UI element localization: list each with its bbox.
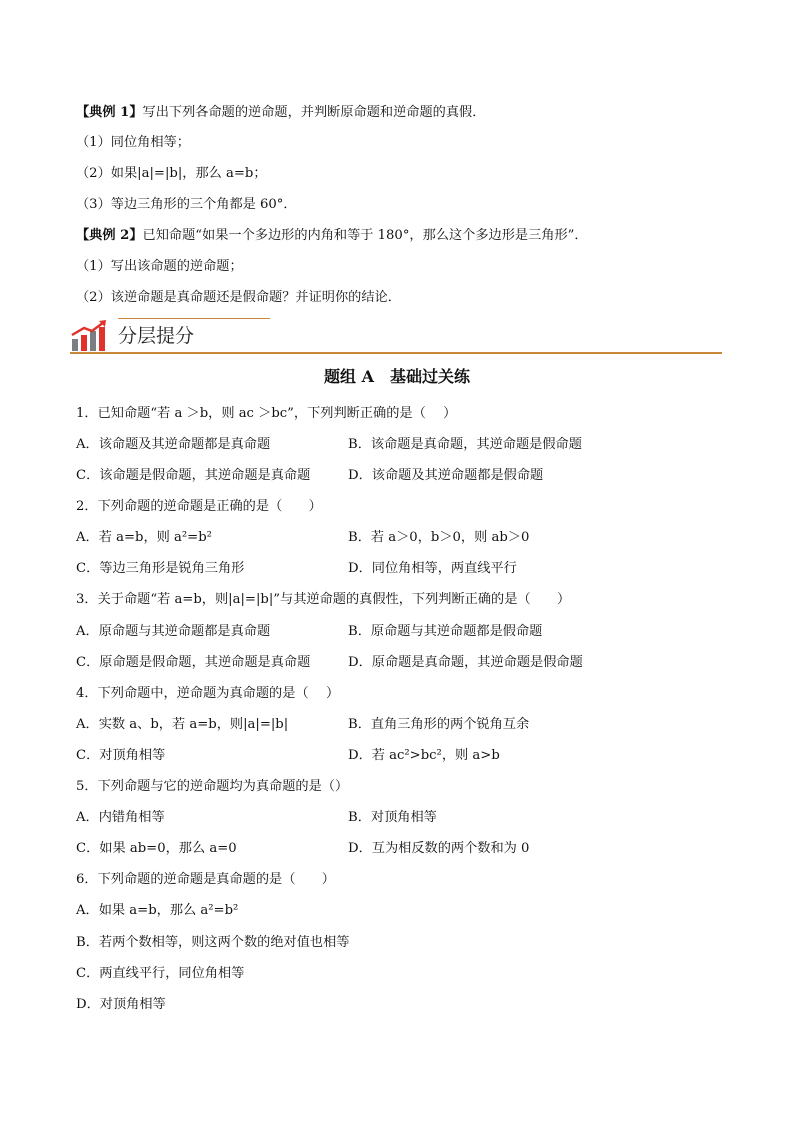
question-1-option-a: A．该命题及其逆命题都是真命题: [76, 437, 271, 452]
question-1-option-b: B．该命题是真命题，其逆命题是假命题: [348, 437, 582, 452]
group-title: 题组 A 基础过关练: [324, 367, 470, 386]
question-3-option-a: A．原命题与其逆命题都是真命题: [76, 624, 271, 639]
rising-bar-chart-icon: [70, 319, 110, 353]
example-2-item-2: （2）该逆命题是真命题还是假命题？并证明你的结论．: [76, 290, 401, 305]
example-1-item-3: （3）等边三角形的三个角都是 60°．: [76, 197, 297, 212]
question-6-option-c: C．两直线平行，同位角相等: [76, 966, 245, 981]
question-3-option-c: C．原命题是假命题，其逆命题是真命题: [76, 655, 311, 670]
example-1-item-2: （2）如果|a|=|b|，那么 a=b；: [76, 166, 267, 181]
question-4-option-c: C．对顶角相等: [76, 748, 166, 763]
question-5-stem: 5．下列命题与它的逆命题均为真命题的是（）: [76, 779, 349, 794]
question-4-option-d: D．若 ac²>bc²，则 a>b: [348, 748, 500, 763]
example-1-item-1: （1）同位角相等；: [76, 135, 190, 150]
question-3-stem: 3．关于命题“若 a=b，则|a|=|b|”与其逆命题的真假性，下列判断正确的是（ ）: [76, 592, 571, 607]
question-2-option-c: C．等边三角形是锐角三角形: [76, 561, 245, 576]
question-5-option-d: D．互为相反数的两个数和为 0: [348, 841, 530, 856]
question-3-option-b: B．原命题与其逆命题都是假命题: [348, 624, 543, 639]
question-6-option-b: B．若两个数相等，则这两个数的绝对值也相等: [76, 935, 350, 950]
question-4-option-a: A．实数 a、b，若 a=b，则|a|=|b|: [76, 717, 289, 732]
question-3-option-d: D．原命题是真命题，其逆命题是假命题: [348, 655, 583, 670]
question-2-option-b: B．若 a＞0，b＞0，则 ab＞0: [348, 530, 530, 545]
question-2-option-d: D．同位角相等，两直线平行: [348, 561, 517, 576]
question-4-option-b: B．直角三角形的两个锐角互余: [348, 717, 530, 732]
section-title: 分层提分: [118, 325, 195, 347]
question-6-option-a: A．如果 a=b，那么 a²=b²: [76, 903, 239, 918]
question-6-option-d: D．对顶角相等: [76, 997, 166, 1012]
question-1-option-c: C．该命题是假命题，其逆命题是真命题: [76, 468, 311, 483]
section-divider: [70, 352, 722, 354]
question-4-stem: 4．下列命题中，逆命题为真命题的是（ ）: [76, 686, 340, 701]
question-2-stem: 2．下列命题的逆命题是正确的是（ ）: [76, 499, 322, 514]
question-1-stem: 1．已知命题“若 a ＞b，则 ac ＞bc”，下列判断正确的是（ ）: [76, 406, 457, 421]
example-2-heading: 【典例 2】已知命题“如果一个多边形的内角和等于 180°，那么这个多边形是三角形”．: [76, 228, 588, 243]
question-5-option-b: B．对顶角相等: [348, 810, 437, 825]
example-2-item-1: （1）写出该命题的逆命题；: [76, 259, 243, 274]
header-top-line: [118, 318, 270, 319]
question-6-stem: 6．下列命题的逆命题是真命题的是（ ）: [76, 872, 335, 887]
question-5-option-c: C．如果 ab=0，那么 a=0: [76, 841, 237, 856]
question-1-option-d: D．该命题及其逆命题都是假命题: [348, 468, 544, 483]
question-5-option-a: A．内错角相等: [76, 810, 165, 825]
example-1-heading: 【典例 1】写出下列各命题的逆命题，并判断原命题和逆命题的真假．: [76, 105, 486, 120]
question-2-option-a: A．若 a=b，则 a²=b²: [76, 530, 212, 545]
section-header: [70, 318, 722, 354]
